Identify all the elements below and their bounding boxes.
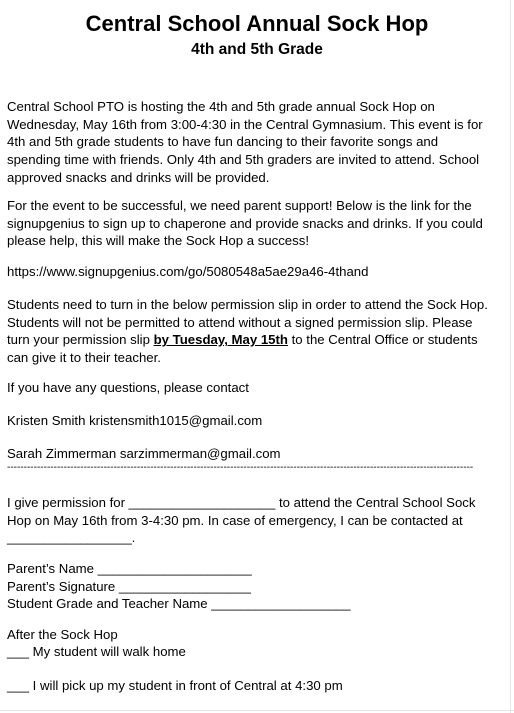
page-edge-right (510, 0, 511, 713)
student-grade-teacher-field: Student Grade and Teacher Name ___________________ (7, 596, 351, 612)
intro-line: spending time with friends. Only 4th and 5th graders are invited to attend. School (7, 152, 480, 168)
consent-line: I give permission for ____________________ to attend the Central School Sock (7, 495, 476, 510)
intro-line: Wednesday, May 16th from 3:00-4:30 in the Central Gymnasium. This event is for (7, 116, 483, 132)
signup-link: https://www.signupgenius.com/go/5080548a5ae29a46-4thand (7, 264, 369, 279)
option-pick-up: ___ I will pick up my student in front of Central at 4:30 pm (7, 678, 343, 693)
questions-text: If you have any questions, please contact (7, 380, 249, 395)
permission-line: can give it to their teacher. (7, 350, 161, 366)
intro-line: Central School PTO is hosting the 4th and 5th grade annual Sock Hop on (7, 99, 435, 114)
cut-line: -------------------------------------------------------------------------------------------------------------------------------------------- (7, 462, 474, 473)
after-heading: After the Sock Hop (7, 627, 118, 642)
contact-sarah: Sarah Zimmerman sarzimmerman@gmail.com (7, 446, 281, 461)
intro-line: approved snacks and drinks will be provided. (7, 169, 270, 185)
contact-kristen: Kristen Smith kristensmith1015@gmail.com (7, 413, 263, 428)
consent-line: Hop on May 16th from 3-4:30 pm. In case of emergency, I can be contacted at (7, 512, 463, 528)
permission-line-deadline (7, 331, 507, 349)
page-edge-bottom (0, 710, 514, 711)
intro-paragraph (7, 98, 507, 187)
deadline-text: by Tuesday, May 15th (153, 332, 288, 348)
support-paragraph (7, 197, 507, 250)
consent-paragraph (7, 494, 507, 547)
form-fields (7, 560, 507, 613)
permission-text: turn your permission slip (7, 332, 154, 348)
consent-line: _________________. (7, 530, 136, 546)
document-subtitle: 4th and 5th Grade (191, 41, 323, 58)
support-line: signupgenius to sign up to chaperone and provide snacks and drinks. If you could (7, 215, 483, 231)
parent-name-field: Parent’s Name _____________________ (7, 561, 252, 576)
document-title: Central School Annual Sock Hop (85, 11, 429, 36)
permission-paragraph (7, 296, 507, 367)
support-line: please help, this will make the Sock Hop a success! (7, 233, 309, 249)
option-walk-home: ___ My student will walk home (7, 644, 186, 659)
permission-text: to the Central Office or students (287, 332, 478, 348)
parent-signature-field: Parent’s Signature __________________ (7, 578, 251, 594)
support-line: For the event to be successful, we need parent support! Below is the link for the (7, 198, 472, 213)
permission-line: Students need to turn in the below permission slip in order to attend the Sock Hop. (7, 297, 488, 312)
intro-line: 4th and 5th grade students to have fun dancing to their favorite songs and (7, 134, 439, 150)
permission-line: Students will not be permitted to attend without a signed permission slip. Please (7, 314, 473, 330)
